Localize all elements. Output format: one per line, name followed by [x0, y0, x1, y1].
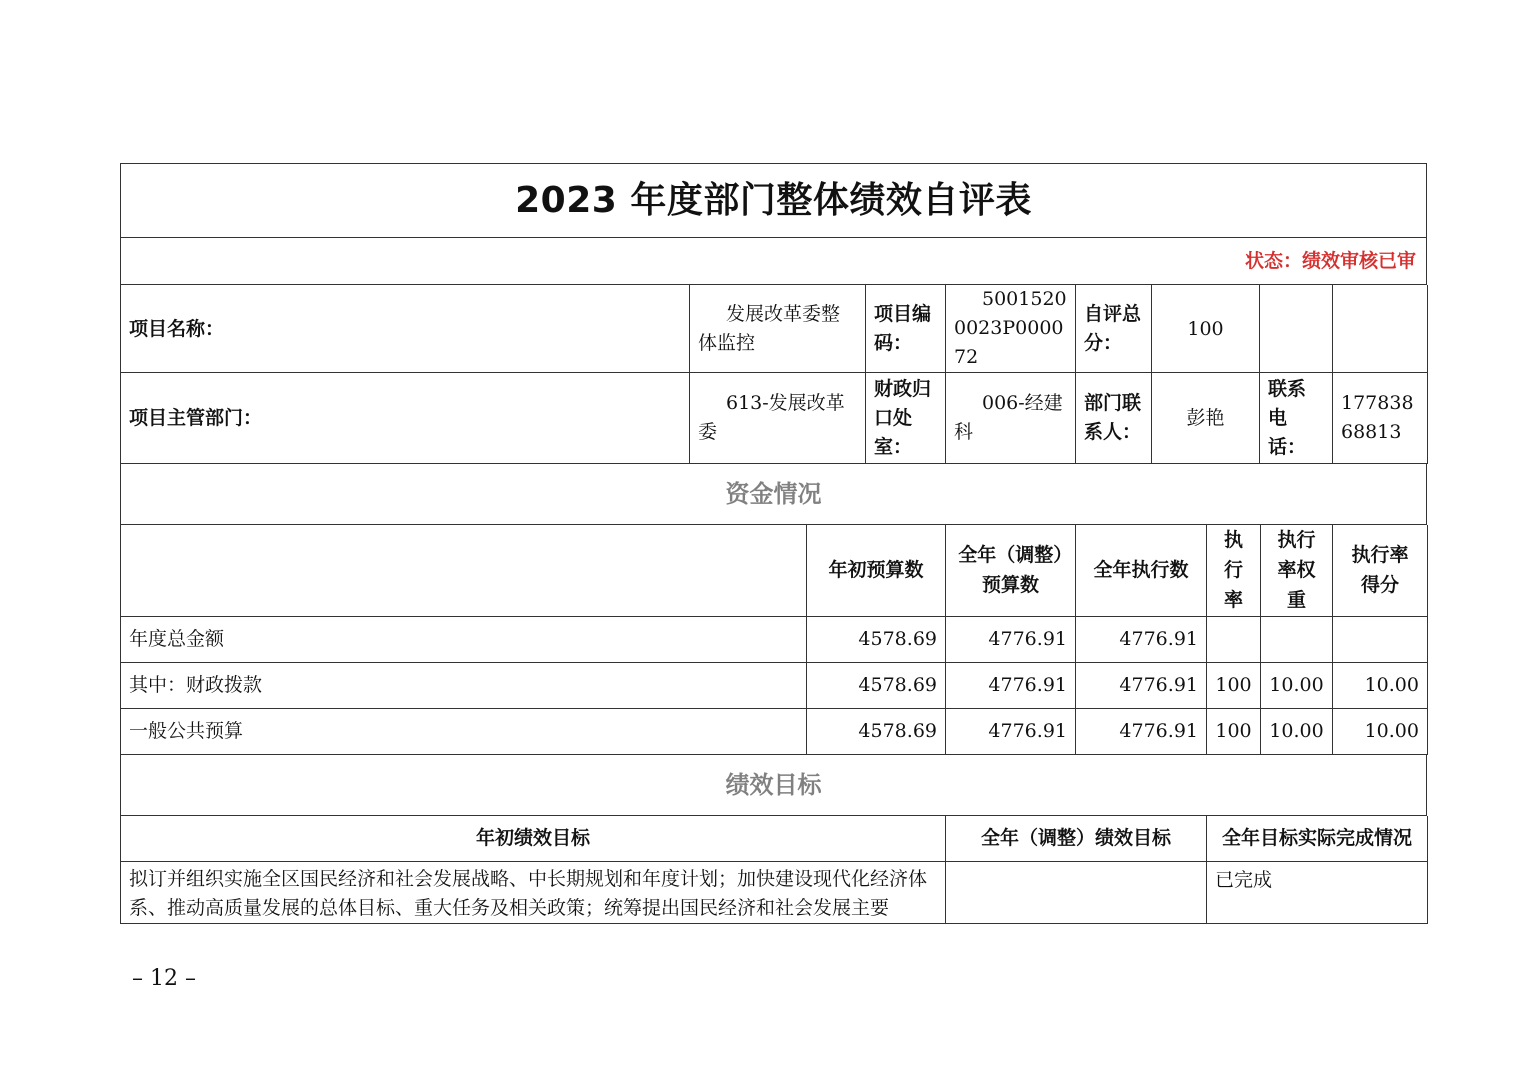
table-row	[121, 616, 1428, 662]
row-adjusted: 4776.91	[946, 616, 1076, 662]
header-adjusted-budget: 全年（调整）预算数	[946, 525, 1076, 616]
row-executed: 4776.91	[1076, 616, 1207, 662]
empty-cell	[1333, 285, 1428, 373]
form-title-block	[120, 163, 1427, 238]
contact-value: 彭艳	[1152, 373, 1260, 464]
initial-goal-text: 拟订并组织实施全区国民经济和社会发展战略、中长期规划和年度计划；加快建设现代化经济体系、推动高质量发展的总体目标、重大任务及相关政策；统筹提出国民经济和社会发展主要	[121, 862, 946, 924]
row-executed: 4776.91	[1076, 708, 1207, 754]
empty-cell	[121, 525, 807, 616]
row-score	[1333, 616, 1428, 662]
completion-text: 已完成	[1207, 862, 1428, 924]
table-row	[121, 662, 1428, 708]
header-completion: 全年目标实际完成情况	[1207, 816, 1428, 862]
row-name: 其中：财政拨款	[121, 662, 807, 708]
finance-office-value: 006-经建科	[946, 373, 1076, 464]
table-row	[121, 708, 1428, 754]
row-rate	[1207, 616, 1261, 662]
dept-value: 613-发展改革委	[690, 373, 866, 464]
project-name-label: 项目名称：	[121, 285, 690, 373]
header-adjusted-goal: 全年（调整）绩效目标	[946, 816, 1207, 862]
row-adjusted: 4776.91	[946, 662, 1076, 708]
empty-cell	[1260, 285, 1333, 373]
row-weight	[1261, 616, 1333, 662]
self-score-label: 自评总分：	[1076, 285, 1152, 373]
header-executed: 全年执行数	[1076, 525, 1207, 616]
self-score-value: 100	[1152, 285, 1260, 373]
table-row	[121, 862, 1428, 924]
row-name: 一般公共预算	[121, 708, 807, 754]
project-code-label: 项目编码：	[866, 285, 946, 373]
funds-section-title: 资金情况	[725, 480, 822, 508]
row-initial: 4578.69	[807, 662, 946, 708]
goals-header-row	[121, 816, 1428, 862]
funds-header-row	[121, 525, 1428, 616]
row-score: 10.00	[1333, 708, 1428, 754]
row-rate: 100	[1207, 708, 1261, 754]
evaluation-form	[120, 163, 1427, 924]
goals-section-block	[120, 755, 1427, 816]
header-initial-goal: 年初绩效目标	[121, 816, 946, 862]
header-initial-budget: 年初预算数	[807, 525, 946, 616]
row-score: 10.00	[1333, 662, 1428, 708]
header-exec-rate: 执行率	[1207, 525, 1261, 616]
form-title: 2023 年度部门整体绩效自评表	[515, 180, 1032, 221]
row-initial: 4578.69	[807, 616, 946, 662]
phone-label: 联系电话：	[1260, 373, 1333, 464]
page-number: – 12 –	[132, 966, 196, 991]
row-rate: 100	[1207, 662, 1261, 708]
row-executed: 4776.91	[1076, 662, 1207, 708]
project-row-2	[121, 373, 1428, 464]
header-rate-weight: 执行率权重	[1261, 525, 1333, 616]
project-info-table	[120, 285, 1428, 464]
row-adjusted: 4776.91	[946, 708, 1076, 754]
project-name-value: 发展改革委整体监控	[690, 285, 866, 373]
phone-value: 17783868813	[1333, 373, 1428, 464]
dept-label: 项目主管部门：	[121, 373, 690, 464]
status-block	[120, 238, 1427, 285]
project-code-value: 50015200023P000072	[946, 285, 1076, 373]
finance-office-label: 财政归口处室：	[866, 373, 946, 464]
funds-section-block	[120, 464, 1427, 525]
goals-section-title: 绩效目标	[725, 770, 822, 799]
row-name: 年度总金额	[121, 616, 807, 662]
header-rate-score: 执行率得分	[1333, 525, 1428, 616]
contact-label: 部门联系人：	[1076, 373, 1152, 464]
row-weight: 10.00	[1261, 662, 1333, 708]
goals-table	[120, 816, 1428, 925]
adjusted-goal-text	[946, 862, 1207, 924]
row-initial: 4578.69	[807, 708, 946, 754]
funds-table	[120, 525, 1428, 755]
row-weight: 10.00	[1261, 708, 1333, 754]
project-row-1	[121, 285, 1428, 373]
status-label: 状态：绩效审核已审	[1244, 250, 1416, 272]
